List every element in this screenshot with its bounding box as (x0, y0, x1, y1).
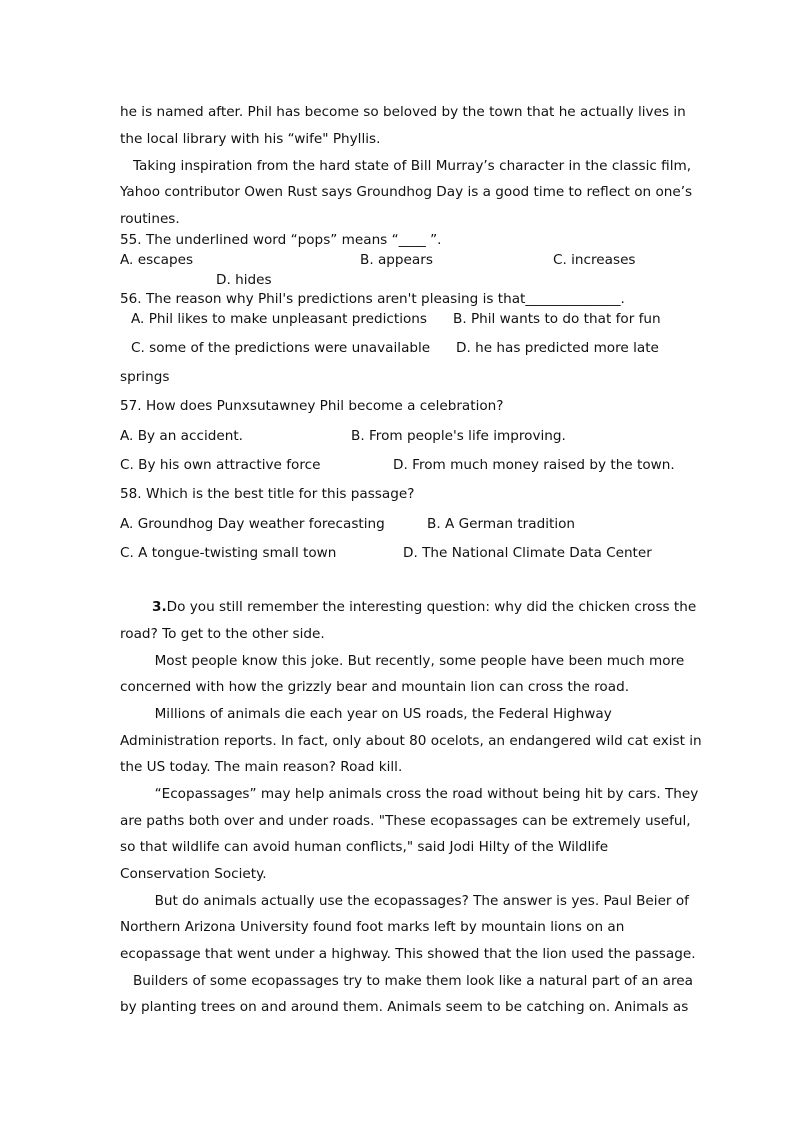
q58-option-d: D. The National Climate Data Center (403, 545, 652, 561)
q56-option-d-continued: springs (120, 369, 170, 385)
q56-option-c: C. some of the predictions were unavailable (131, 340, 431, 356)
passage-line: he is named after. Phil has become so beloved by the town that he actually lives in (120, 104, 686, 120)
q56-option-d: D. he has predicted more late (456, 340, 659, 356)
passage-line: But do animals actually use the ecopassages? The answer is yes. Paul Beier of (120, 893, 689, 909)
question-55-stem: 55. The underlined word “pops” means “____ ”. (120, 232, 442, 248)
q55-option-c: C. increases (553, 252, 636, 268)
q55-option-d: D. hides (216, 272, 272, 288)
passage-line: by planting trees on and around them. Animals seem to be catching on. Animals as (120, 999, 689, 1015)
q58-option-c: C. A tongue-twisting small town (120, 545, 337, 561)
passage-line: Most people know this joke. But recently, some people have been much more (120, 653, 685, 669)
passage-line: road? To get to the other side. (120, 626, 325, 642)
q55-option-b: B. appears (360, 252, 433, 268)
passage-text: Do you still remember the interesting question: why did the chicken cross the (166, 599, 697, 615)
question-56-stem: 56. The reason why Phil's predictions aren't pleasing is that______________. (120, 291, 625, 307)
q58-option-b: B. A German tradition (427, 516, 576, 532)
passage-line: are paths both over and under roads. "These ecopassages can be extremely useful, (120, 813, 691, 829)
passage-number: 3. (152, 599, 167, 615)
passage-3-first-line (152, 598, 696, 616)
passage-line: routines. (120, 211, 180, 227)
passage-line: Administration reports. In fact, only about 80 ocelots, an endangered wild cat exist in (120, 733, 702, 749)
q58-option-a: A. Groundhog Day weather forecasting (120, 516, 385, 532)
passage-line: Northern Arizona University found foot marks left by mountain lions on an (120, 919, 625, 935)
passage-line: the US today. The main reason? Road kill. (120, 759, 403, 775)
passage-line: the local library with his “wife" Phyllis. (120, 131, 381, 147)
q56-option-b: B. Phil wants to do that for fun (453, 311, 661, 327)
q55-option-a: A. escapes (120, 252, 194, 268)
passage-line: Yahoo contributor Owen Rust says Groundhog Day is a good time to reflect on one’s (120, 184, 693, 200)
question-57-stem: 57. How does Punxsutawney Phil become a celebration? (120, 398, 504, 414)
passage-line: “Ecopassages” may help animals cross the road without being hit by cars. They (120, 786, 699, 802)
q57-option-a: A. By an accident. (120, 428, 243, 444)
passage-line: Millions of animals die each year on US roads, the Federal Highway (120, 706, 612, 722)
passage-line: ecopassage that went under a highway. This showed that the lion used the passage. (120, 946, 696, 962)
q57-option-c: C. By his own attractive force (120, 457, 321, 473)
passage-line: Builders of some ecopassages try to make them look like a natural part of an area (120, 973, 693, 989)
passage-line: Conservation Society. (120, 866, 267, 882)
q56-option-a: A. Phil likes to make unpleasant predictions (131, 311, 428, 327)
q57-option-b: B. From people's life improving. (351, 428, 566, 444)
q57-option-d: D. From much money raised by the town. (393, 457, 675, 473)
passage-line: Taking inspiration from the hard state of Bill Murray’s character in the classic film, (120, 158, 692, 174)
passage-line: so that wildlife can avoid human conflicts," said Jodi Hilty of the Wildlife (120, 839, 609, 855)
question-58-stem: 58. Which is the best title for this passage? (120, 486, 415, 502)
passage-line: concerned with how the grizzly bear and mountain lion can cross the road. (120, 679, 630, 695)
